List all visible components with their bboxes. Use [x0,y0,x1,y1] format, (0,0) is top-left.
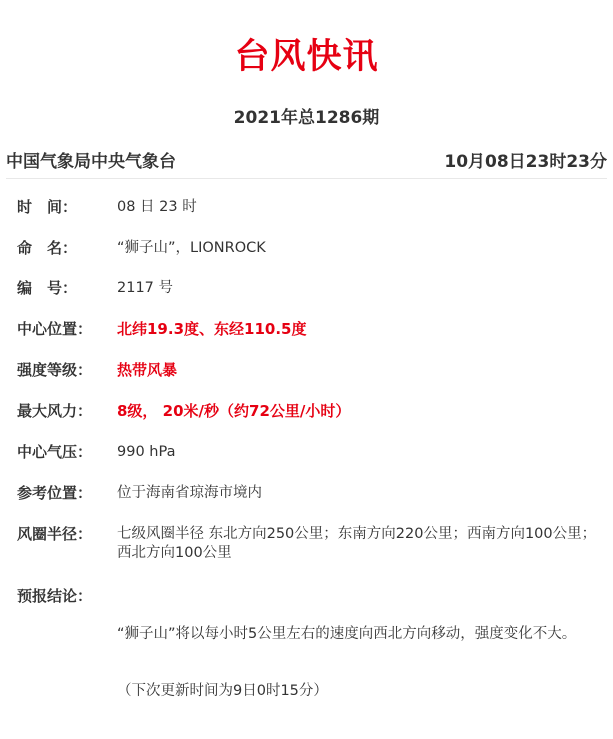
field-reference-value: 位于海南省琼海市境内 [117,485,262,501]
field-wind-radius-label: 风圈半径： [17,525,93,543]
issue-number: 2021年总1286期 [233,108,380,128]
field-number-value: 2117 号 [117,280,174,296]
field-max-wind-value: 8级， 20米/秒（约72公里/小时） [117,402,351,420]
forecast-update-note: （下次更新时间为9日0时15分） [117,683,328,699]
field-center-label: 中心位置： [17,320,93,338]
field-reference-label: 参考位置： [17,484,93,502]
field-forecast-label: 预报结论： [17,587,93,605]
field-pressure-value: 990 hPa [117,444,176,460]
issuing-agency: 中国气象局中央气象台 [6,152,176,172]
field-time-label: 时 间： [17,198,78,216]
field-intensity-value: 热带风暴 [117,361,178,379]
field-intensity-label: 强度等级： [17,361,93,379]
field-forecast-value [117,587,597,739]
field-pressure-label: 中心气压： [17,443,93,461]
field-number-label: 编 号： [17,279,78,297]
field-name-value: “狮子山”，LIONROCK [117,240,266,256]
field-time-value: 08 日 23 时 [117,199,197,215]
field-max-wind-label: 最大风力： [17,402,93,420]
page-title: 台风快讯 [234,37,379,77]
forecast-text: “狮子山”将以每小时5公里左右的速度向西北方向移动，强度变化不大。 [117,626,577,642]
field-name-label: 命 名： [17,239,78,257]
issued-time: 10月08日23时23分 [444,152,607,172]
field-center-value: 北纬19.3度、东经110.5度 [117,320,307,338]
field-wind-radius-value: 七级风圈半径 东北方向250公里；东南方向220公里；西南方向100公里；西北方向100公里 [117,526,597,561]
agency-row [6,150,607,179]
